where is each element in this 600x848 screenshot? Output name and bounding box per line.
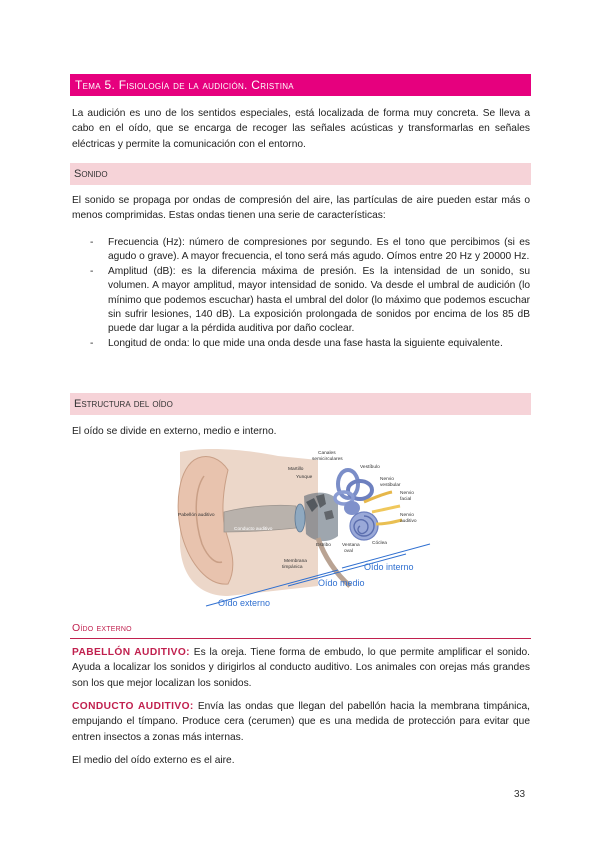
subsection-divider [70,638,531,639]
label-nervio-facial-2: facial [400,497,412,502]
section-heading-estructura: Estructura del oído [70,393,531,415]
middle-ear-cavity [304,493,338,541]
label-nervio-vestibular-2: vestibular [380,483,401,488]
auditory-nerve [376,520,402,524]
term-conducto: CONDUCTO AUDITIVO: [72,701,194,712]
list-item-text: Longitud de onda: lo que mide una onda desde una fase hasta la siguiente equivalente. [108,337,503,349]
section-heading-sonido: Sonido [70,163,531,185]
label-oido-medio: Oído medio [318,578,365,588]
label-yunque: Yunque [296,475,313,480]
label-nervio-auditivo-2: auditivo [400,519,417,524]
page-number: 33 [514,789,526,800]
label-pabellon: Pabellón auditivo [178,513,215,518]
term-pabellon: PABELLÓN AUDITIVO: [72,647,190,658]
ear-anatomy-illustration [168,446,436,612]
label-membrana-2: timpánica [282,565,303,570]
sonido-characteristics-list [72,236,530,351]
label-ventana-2: oval [344,549,353,554]
label-oido-externo: Oído externo [218,598,271,608]
medio-paragraph: El medio del oído externo es el aire. [72,755,235,766]
pabellon-paragraph [72,645,530,691]
conducto-paragraph [72,699,530,745]
label-martillo: Martillo [288,467,304,472]
list-item-text: Amplitud (dB): es la diferencia máxima de presión. Es la intensidad de un sonido, su volumen. A mayor amplitud, mayor intensidad de sonido. Va desde el umbral de audición (lo mínimo que podemos escuchar) hasta el umbral del dolor (lo máximo que podemos escuchar sin sufrir lesiones, 140 dB). La exposición prolongada de sonidos por encima de los 85 dB puede dar lugar a la pérdida auditiva por daño coclear. [108,265,530,335]
label-oido-interno: Oído interno [364,562,414,572]
pabellon-definition: Es la oreja. Tiene forma de embudo, lo que permite amplificar el sonido. Ayuda a localizar los sonidos y dirigirlos al conducto auditivo. Los animales con orejas más grandes son los que mejor localizan los sonidos. [72,647,530,689]
list-item [72,265,530,337]
label-coclea: Cóclea [372,541,387,546]
label-nervio-facial-1: Nervio [400,491,414,496]
bullet-dash: - [90,265,94,277]
label-membrana-1: Membrana [284,559,307,564]
list-item [72,236,530,265]
intro-paragraph: La audición es uno de los sentidos especiales, está localizada de forma muy concreta. Se lleva a cabo en el oído, que se encarga de recoger las señales acústicas y transformarlas en señales eléctricas y permite la comunicación con el entorno. [72,108,530,150]
label-ventana-1: Ventana [342,543,360,548]
bullet-dash: - [90,237,94,248]
list-item-text: Frecuencia (Hz): número de compresiones por segundo. Es el tono que percibimos (si es agudo o grave). A mayor frecuencia, el tono será más agudo. Oímos entre 20 Hz y 20000 Hz. [108,237,530,263]
label-nervio-auditivo-1: Nervio [400,513,414,518]
sonido-paragraph: El sonido se propaga por ondas de compresión del aire, las partículas de aire pueden estar más o menos comprimidas. Estas ondas tienen una serie de características: [72,195,530,222]
label-nervio-vestibular-1: Nervio [380,477,394,482]
bullet-dash: - [90,337,94,349]
label-canales: Canales [318,451,336,456]
estructura-paragraph: El oído se divide en externo, medio e interno. [72,426,277,437]
label-conducto: Conducto auditivo [234,527,273,532]
eardrum-shape [295,504,305,532]
label-semicirculares: semicirculares [312,457,343,462]
subsection-heading-oido-externo: Oído externo [72,622,132,634]
label-vestibulo: Vestíbulo [360,465,380,470]
conducto-definition: Envía las ondas que llegan del pabellón hacia la membrana timpánica, empujando el tímpano. Produce cera (cerumen) que es una medida de protección para evitar que entren insectos a zonas más internas. [72,701,530,743]
chapter-title: Tema 5. Fisiología de la audición. Cristina [70,74,531,96]
facial-nerve [372,506,400,512]
label-estribo: Estribo [316,543,331,548]
list-item [72,337,530,351]
